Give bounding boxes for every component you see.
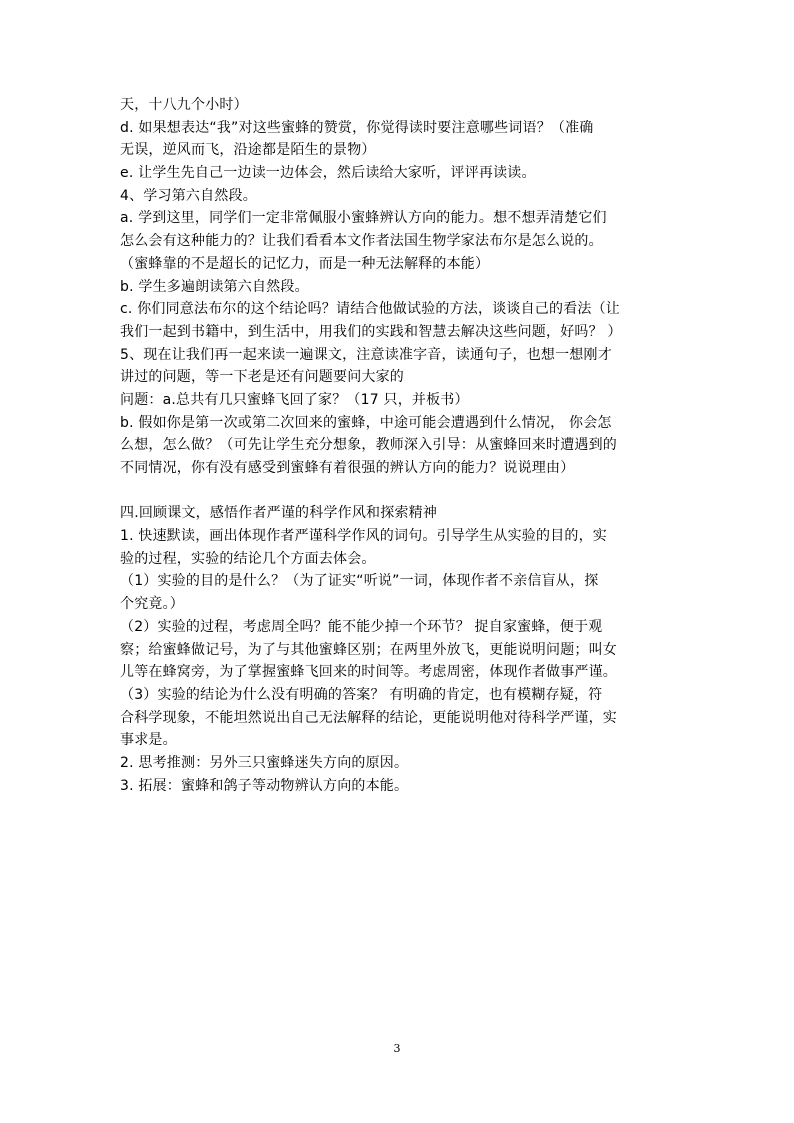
text-line: （蜜蜂靠的不是超长的记忆力，而是一种无法解释的本能）: [120, 255, 490, 272]
text-line: 1. 快速默读，画出体现作者严谨科学作风的词句。引导学生从实验的目的，实: [120, 528, 608, 545]
text-line: 么想，怎么做？（可先让学生充分想象，教师深入引导：从蜜蜂回来时遭遇到的: [120, 437, 617, 454]
blank-line: [120, 480, 676, 503]
text-line: （2）实验的过程，考虑周全吗？能不能少掉一个环节？ 捉自家蜜蜂，便于观: [120, 618, 603, 635]
text-line: d. 如果想表达“我”对这些蜜蜂的赞赏，你觉得读时要注意哪些词语？（准确: [120, 119, 594, 136]
text-line: 无误，逆风而飞，沿途都是陌生的景物）: [120, 142, 376, 159]
text-line: （1）实验的目的是什么？（为了证实“听说”一词，体现作者不亲信盲从，探: [120, 573, 599, 590]
text-line: 个究竟。）: [120, 596, 184, 613]
text-line: 儿等在蜂窝旁，为了掌握蜜蜂飞回来的时间等。考虑周密，体现作者做事严谨。: [120, 664, 617, 681]
text-line: 3. 拓展：蜜蜂和鸽子等动物辨认方向的本能。: [120, 777, 409, 794]
text-line: 我们一起到书籍中，到生活中，用我们的实践和智慧去解决这些问题，好吗？ ）: [120, 323, 622, 340]
text-line: 5、现在让我们再一起来读一遍课文，注意读准字音，读通句子，也想一想刚才: [120, 346, 612, 363]
text-line: b. 学生多遍朗读第六自然段。: [120, 278, 309, 295]
text-line: b. 假如你是第一次或第二次回来的蜜蜂，中途可能会遭遇到什么情况， 你会怎: [120, 414, 612, 431]
text-line: a. 学到这里，同学们一定非常佩服小蜜蜂辨认方向的能力。想不想弄清楚它们: [120, 210, 607, 227]
document-body: [120, 94, 676, 797]
text-line: 天，十八九个小时）: [120, 97, 248, 113]
text-line: 察；给蜜蜂做记号，为了与其他蜜蜂区别；在两里外放飞，更能说明问题；叫女: [120, 641, 617, 658]
text-line: 讲过的问题，等一下老是还有问题要问大家的: [120, 369, 404, 386]
text-line: 2. 思考推测：另外三只蜜蜂迷失方向的原因。: [120, 754, 409, 771]
text-line: 验的过程，实验的结论几个方面去体会。: [120, 550, 376, 567]
text-line: 4、学习第六自然段。: [120, 187, 257, 204]
text-line: 不同情况，你有没有感受到蜜蜂有着很强的辨认方向的能力？说说理由）: [120, 460, 575, 476]
text-line: e. 让学生先自己一边读一边体会，然后读给大家听，评评再读读。: [120, 165, 536, 182]
text-line: 事求是。: [120, 732, 177, 749]
text-line: 问题：a.总共有几只蜜蜂飞回了家？（17 只，并板书）: [120, 391, 469, 408]
text-line: 合科学现象，不能坦然说出自己无法解释的结论，更能说明他对待科学严谨，实: [120, 709, 617, 726]
page-number: 3: [393, 1042, 401, 1055]
text-line: 怎么会有这种能力的？让我们看看本文作者法国生物学家法布尔是怎么说的。: [120, 233, 603, 250]
section-heading: 四.回顾课文，感悟作者严谨的科学作风和探索精神: [120, 505, 438, 522]
text-line: （3）实验的结论为什么没有明确的答案？ 有明确的肯定，也有模糊存疑，符: [120, 686, 603, 703]
text-line: c. 你们同意法布尔的这个结论吗？请结合他做试验的方法，谈谈自己的看法（让: [120, 301, 620, 318]
